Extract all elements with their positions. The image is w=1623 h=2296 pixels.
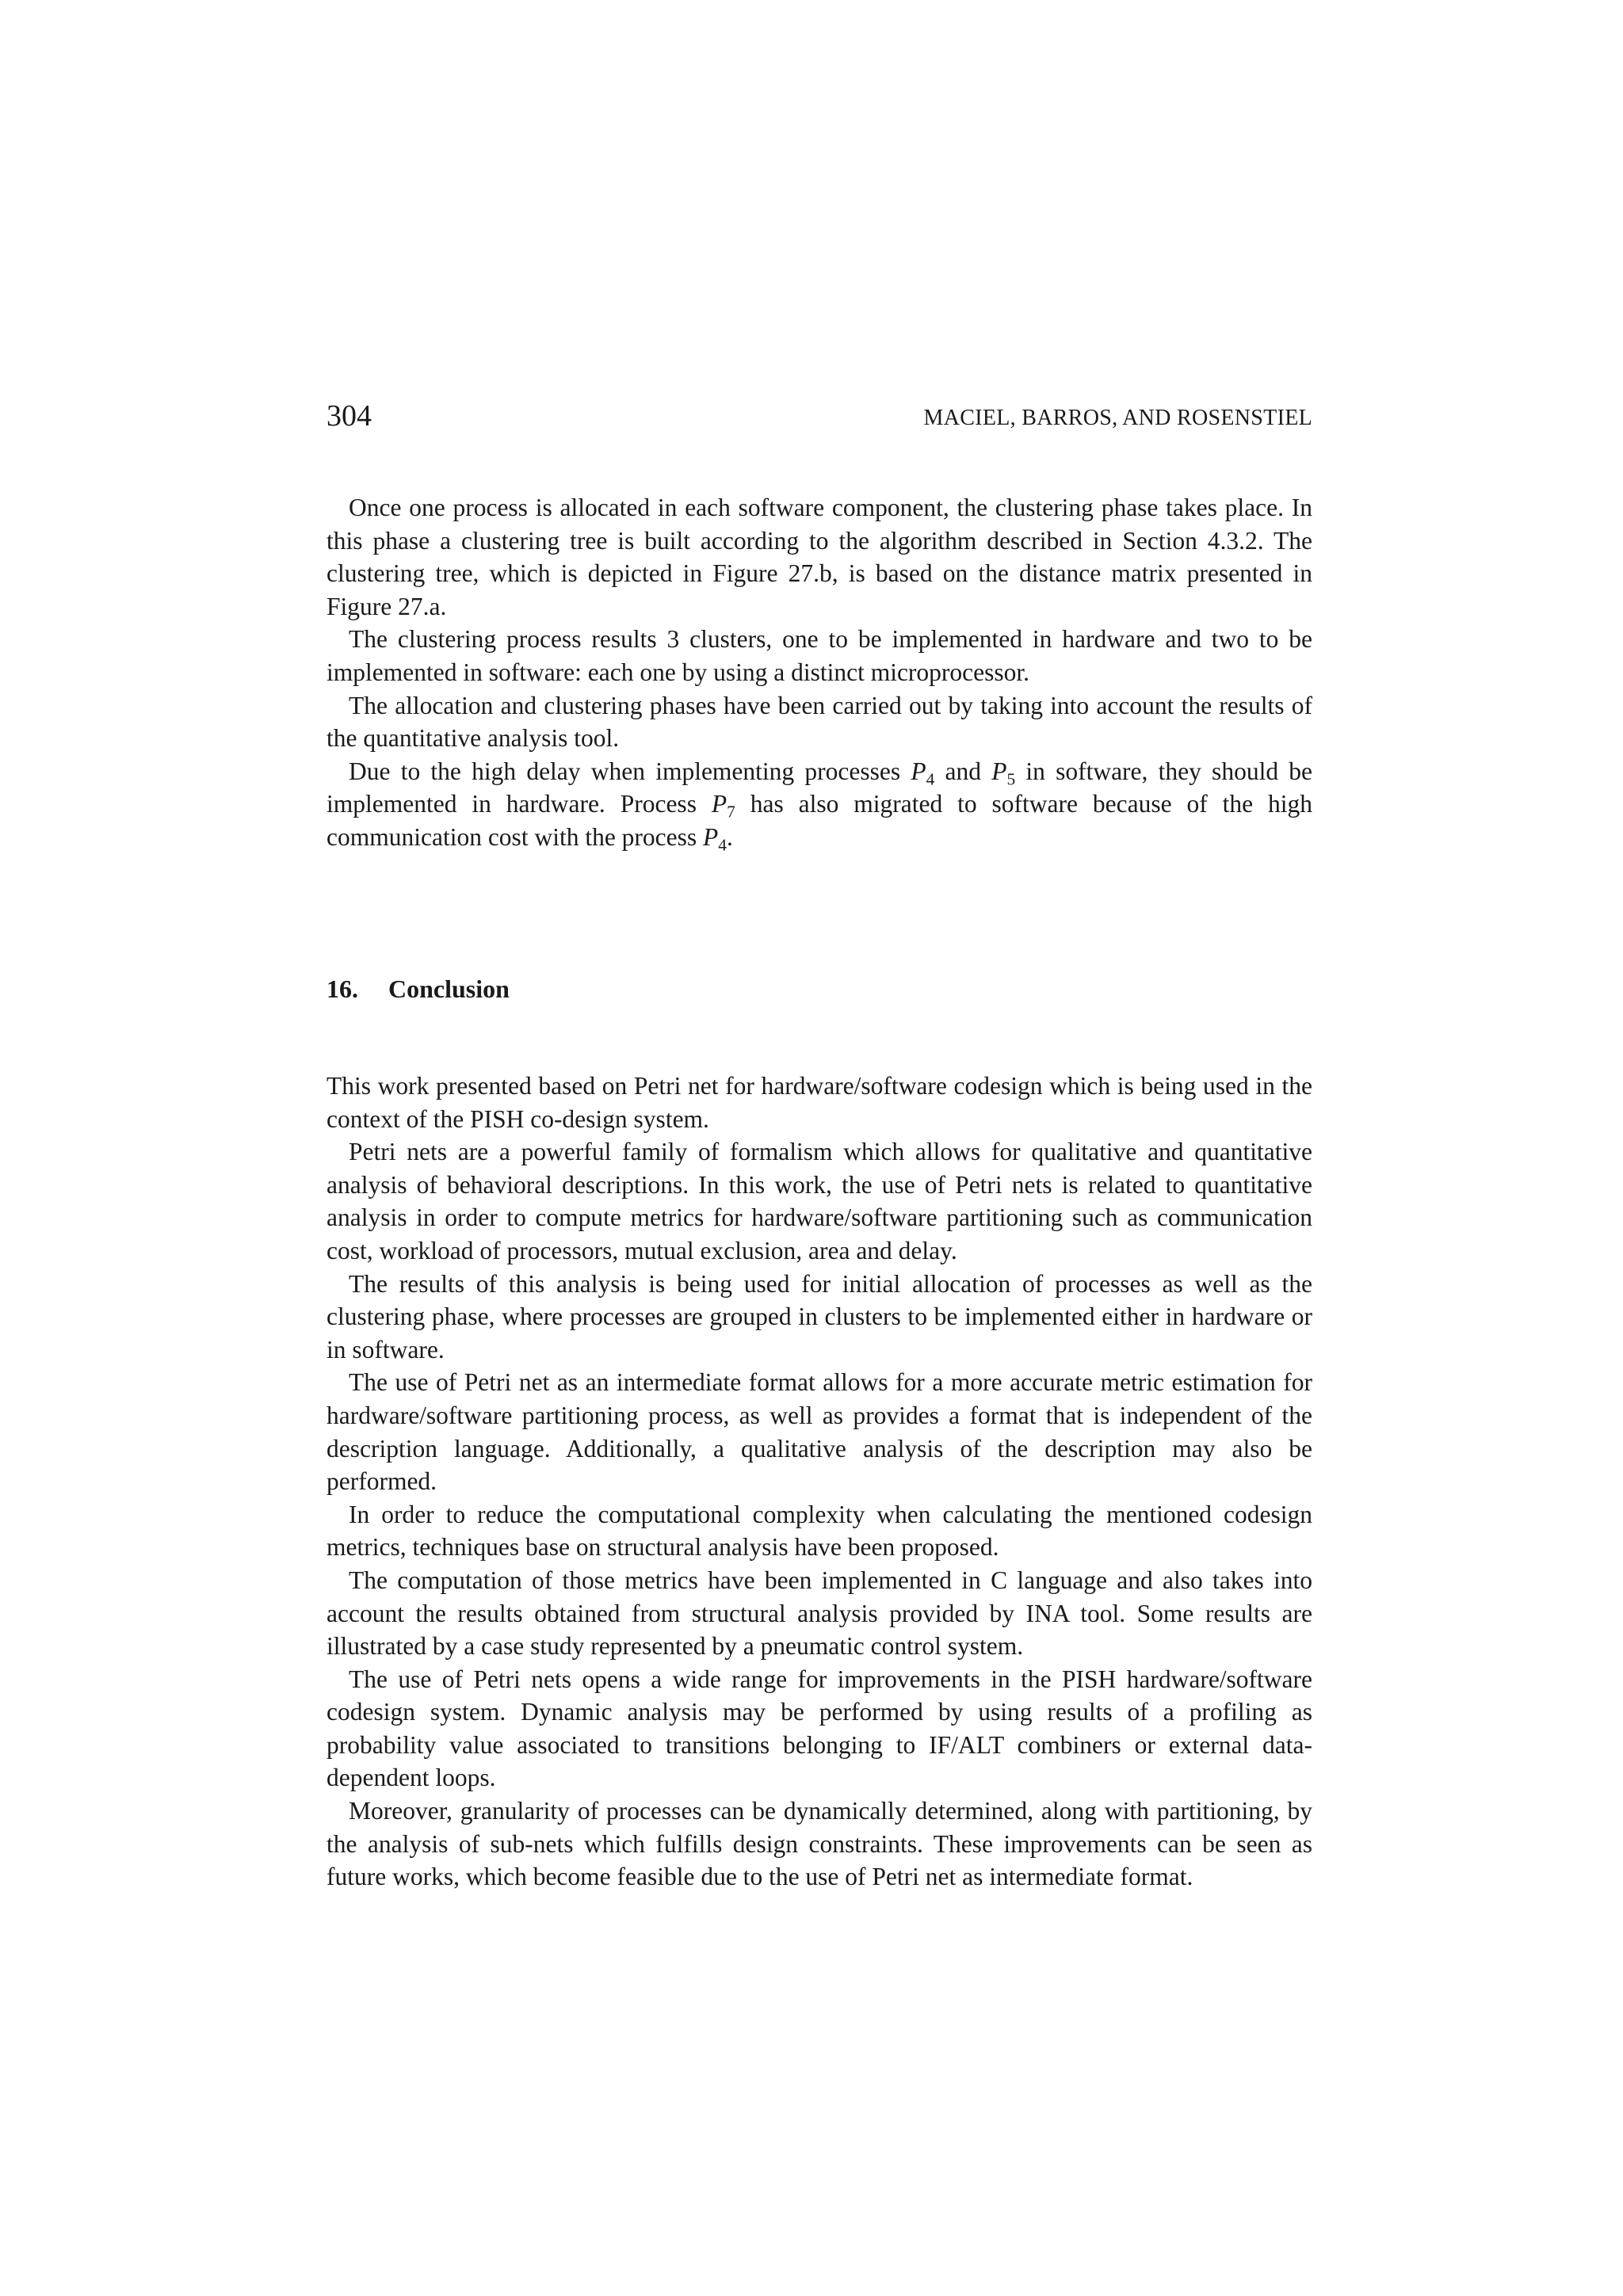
section-16-text [327,1070,1312,1894]
paragraph: The clustering process results 3 clusters, one to be implemented in hardware and two to be implemented in software: each one by using a distinct microprocessor. [327,625,1312,686]
paragraph: The use of Petri net as an intermediate format allows for a more accurate metric estimation for hardware/software partitioning process, as well as provides a format that is independent of the description language. Additionally, a qualitative analysis of the description may also be performed. [327,1368,1312,1496]
running-head [327,396,1312,436]
section-title: Conclusion [388,974,510,1003]
paragraph: In order to reduce the computational complexity when calculating the mentioned codesign metrics, techniques base on structural analysis have been proposed. [327,1500,1312,1562]
paragraph: Moreover, granularity of processes can be dynamically determined, along with partitioning, by the analysis of sub-nets which fulfills design constraints. These improvements can be seen as future works, which become feasible due to the use of Petri net as intermediate format. [327,1797,1312,1891]
text-run: Due to the high delay when implementing processes [349,757,911,785]
paragraph: Once one process is allocated in each software component, the clustering phase takes place. In this phase a clustering tree is built according to the algorithm described in Section 4.3.2. The clustering tree, which is depicted in Figure 27.b, is based on the distance matrix presented in Figure 27.a. [327,494,1312,620]
text-run: . [726,822,733,851]
section-heading-conclusion [327,971,510,1006]
text-run: in software, they should be implemented in hardware. Process [327,757,1313,818]
process-symbol-p7: $P_7$ [711,790,735,822]
paragraph: The allocation and clustering phases have been carried out by taking into account the results of the quantitative analysis tool. [327,691,1312,753]
process-symbol-p5: $P_5$ [991,757,1016,789]
paragraph: The computation of those metrics have been implemented in C language and also takes into account the results obtained from structural analysis provided by INA tool. Some results are illustrated by a case study represented by a pneumatic control system. [327,1566,1312,1661]
text-run: and [934,757,992,785]
running-head-authors: MACIEL, BARROS, AND ROSENSTIEL [923,406,1312,430]
page-number: 304 [327,399,372,433]
process-symbol-p4: $P_4$ [911,757,935,789]
section-number: 16. [327,974,358,1003]
paragraph: The results of this analysis is being used for initial allocation of processes as well as the clustering phase, where processes are grouped in clusters to be implemented either in hardware or in software. [327,1269,1312,1363]
process-symbol-p4: $P_4$ [703,822,727,855]
paragraph-with-process-symbols [327,755,1312,854]
text-run: has also migrated to software because of the high communication cost with the process [327,790,1312,851]
paragraph: The use of Petri nets opens a wide range for improvements in the PISH hardware/software codesign system. Dynamic analysis may be performed by using results of a profiling as probability value associated to transitions belonging to IF/ALT combiners or external data-dependent loops. [327,1665,1312,1792]
paragraph: Petri nets are a powerful family of formalism which allows for qualitative and quantitative analysis of behavioral descriptions. In this work, the use of Petri nets is related to quantitative analysis in order to compute metrics for hardware/software partitioning such as communication cost, workload of processors, mutual exclusion, area and delay. [327,1138,1312,1264]
paragraph: This work presented based on Petri net for hardware/software codesign which is being used in the context of the PISH co-design system. [327,1072,1312,1133]
section-15-text [327,491,1312,854]
